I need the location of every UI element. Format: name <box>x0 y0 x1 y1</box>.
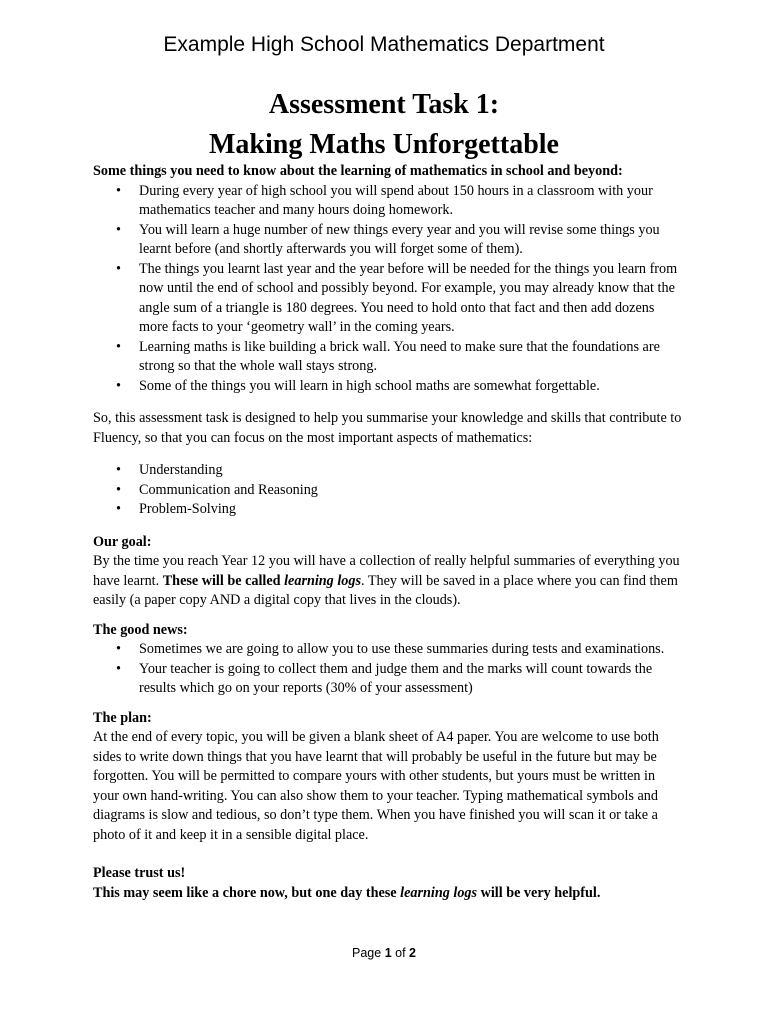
list-item: • The things you learnt last year and the year before will be needed for the things you learn from now until the end of school and possibly beyond. For example, you may already know that the angle sum of a triangle is 180 degrees. You need to hold onto that fact and then add dozens more facts to your ‘geometry wall’ in the coming years. <box>93 260 683 338</box>
intro-bullet-list <box>93 182 683 397</box>
list-item: • Some of the things you will learn in high school maths are somewhat forgettable. <box>93 377 683 397</box>
title-line-2: Making Maths Unforgettable <box>209 129 559 160</box>
page-middle: of <box>391 946 410 960</box>
list-item: • You will learn a huge number of new things every year and you will revise some things you learnt before (and shortly afterwards you will forget some of them). <box>93 221 683 260</box>
list-item: • Learning maths is like building a brick wall. You need to make sure that the foundations are strong so that the whole wall stays strong. <box>93 338 683 377</box>
goal-text-after: . They will be saved in a place where you can find them easily (a paper copy AND a digital copy that lives in the clouds). <box>93 572 678 608</box>
list-item: • Sometimes we are going to allow you to use these summaries during tests and examinations. <box>93 640 683 660</box>
page-current: 1 <box>384 946 392 960</box>
list-item: • Problem-Solving <box>93 500 683 520</box>
closing-line-1: Please trust us! <box>93 865 186 881</box>
list-item: • Communication and Reasoning <box>93 481 683 501</box>
intro-heading: Some things you need to know about the learning of mathematics in school and beyond: <box>93 163 623 179</box>
good-news-bullet-list <box>93 640 683 699</box>
goal-heading: Our goal: <box>93 533 152 550</box>
closing-text-after: will be very helpful. <box>477 884 601 901</box>
plan-paragraph: At the end of every topic, you will be given a blank sheet of A4 paper. You are welcome to use both sides to write down things that you have learnt that will probably be useful in the future but may be forgotten. You will be permitted to compare yours with other students, but yours must be written in your own hand-writing. You can also show them to your teacher. Typing mathematical symbols and diagrams is slow and tedious, so don’t type them. When you have finished you will scan it or take a photo of it and keep it in a sensible digital place. <box>93 729 659 843</box>
list-item: • Understanding <box>93 461 683 481</box>
list-item: • During every year of high school you will spend about 150 hours in a classroom with your mathematics teacher and many hours doing homework. <box>93 182 683 221</box>
department-header: Example High School Mathematics Department <box>163 33 605 56</box>
closing-line-2 <box>93 884 683 904</box>
page-total: 2 <box>409 946 416 960</box>
goal-paragraph <box>93 552 683 611</box>
title-line-1: Assessment Task 1: <box>268 89 500 120</box>
goal-text-before: By the time you reach Year 12 you will have a collection of really helpful summaries of everything you have learnt. <box>93 553 680 589</box>
closing-text-before: This may seem like a chore now, but one day these <box>93 884 401 901</box>
closing-italic-text: learning logs <box>400 884 478 901</box>
aspects-bullet-list <box>93 461 683 520</box>
document-body <box>93 162 683 903</box>
goal-bold-text: These will be called <box>162 572 285 589</box>
page-number <box>0 946 768 960</box>
good-news-heading: The good news: <box>93 621 188 638</box>
list-item: • Your teacher is going to collect them and judge them and the marks will count towards the results which go on your reports (30% of your assessment) <box>93 660 683 699</box>
plan-heading: The plan: <box>93 709 152 726</box>
page-prefix: Page <box>352 946 385 960</box>
purpose-paragraph: So, this assessment task is designed to help you summarise your knowledge and skills that contribute to Fluency, so that you can focus on the most important aspects of mathematics: <box>93 410 682 446</box>
goal-bold-italic-text: learning logs <box>284 572 361 589</box>
